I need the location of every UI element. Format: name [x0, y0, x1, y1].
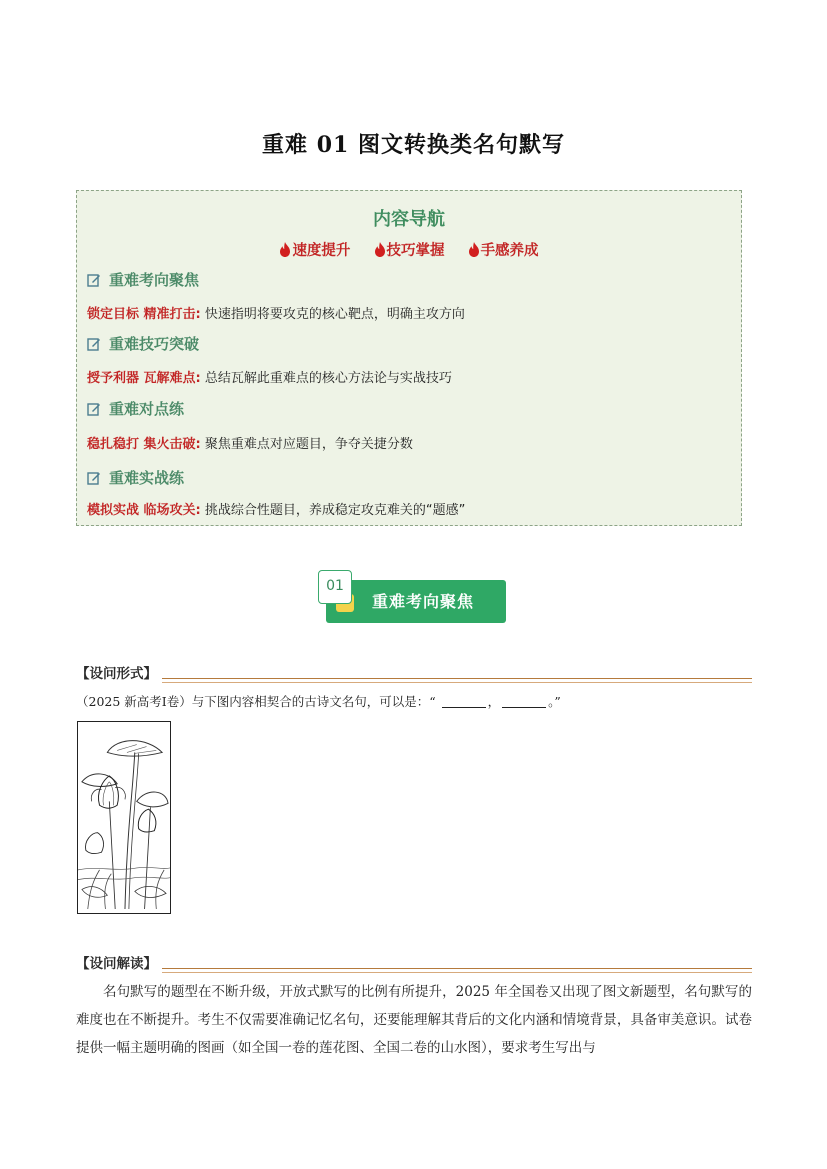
flame-icon [279, 242, 291, 257]
flame-icon [374, 242, 386, 257]
nav-heading: 内容导航 [373, 209, 445, 230]
nav-section-title: 重难对点练 [87, 398, 184, 419]
pen-square-icon [87, 402, 101, 416]
content-navigation-box [76, 190, 742, 526]
question-form-label: 【设问形式】 [76, 666, 157, 682]
interpretation-paragraph: 名句默写的题型在不断升级，开放式默写的比例有所提升，2025 年全国卷又出现了图文新题型，名句默写的难度也在不断提升。考生不仅需要准确记忆名句，还要能理解其背后的文化内涵和情境背景，具备审美意识。试卷提供一幅主题明确的图画（如全国一卷的莲花图、全国二卷的山水图），要求考生写出与 [76, 984, 752, 1056]
lotus-illustration [77, 721, 171, 914]
flame-icon [468, 242, 480, 257]
nav-section-desc: 稳扎稳打 集火击破: 聚焦重难点对应题目，争夺关捷分数 [87, 437, 413, 452]
interpretation-label: 【设问解读】 [76, 956, 157, 972]
badge-label: 重难考向聚焦 [372, 592, 475, 611]
pen-square-icon [87, 337, 101, 351]
section-divider [162, 972, 752, 973]
pen-square-icon [87, 471, 101, 485]
nav-section-desc: 模拟实战 临场攻关: 挑战综合性题目，养成稳定攻克难关的“题感” [87, 503, 466, 518]
answer-blank[interactable] [502, 695, 546, 708]
section-divider [162, 968, 752, 969]
question-text: （2025 新高考I卷）与下图内容相契合的古诗文名句，可以是：“ ， 。” [76, 694, 561, 709]
nav-section-title: 重难考向聚焦 [87, 269, 199, 290]
nav-section-desc: 锁定目标 精准打击: 快速指明将要攻克的核心靶点，明确主攻方向 [87, 307, 465, 322]
nav-section-title: 重难技巧突破 [87, 333, 199, 354]
section-badge [318, 570, 508, 626]
nav-section-desc: 授予利器 瓦解难点: 总结瓦解此重难点的核心方法论与实战技巧 [87, 371, 452, 386]
pen-square-icon [87, 273, 101, 287]
nav-tags [77, 239, 741, 260]
badge-number: 01 [318, 570, 352, 604]
document-title: 重难 01 图文转换类名句默写 [262, 132, 565, 158]
answer-blank[interactable] [442, 695, 486, 708]
tag-skill: 技巧掌握 [374, 243, 450, 259]
section-divider [162, 682, 752, 683]
section-divider [162, 678, 752, 679]
tag-speed: 速度提升 [279, 243, 355, 259]
tag-feel: 手感养成 [468, 243, 539, 259]
nav-section-title: 重难实战练 [87, 467, 184, 488]
